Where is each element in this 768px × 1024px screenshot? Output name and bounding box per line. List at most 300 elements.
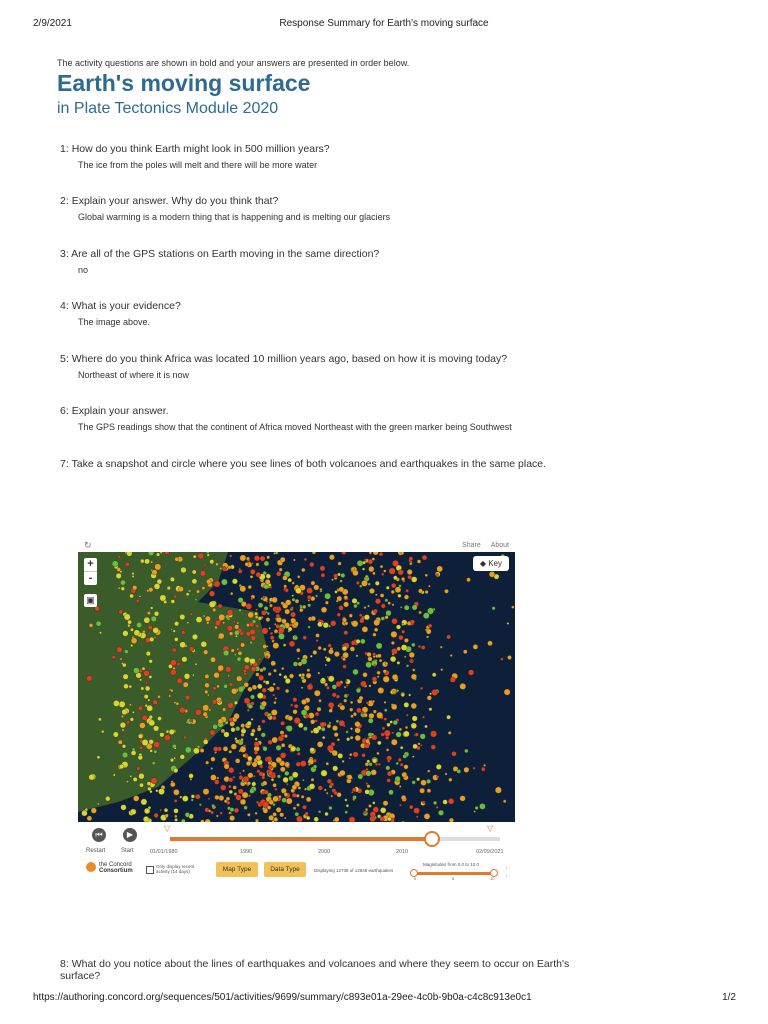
earthquake-dot	[148, 699, 150, 701]
earthquake-dot	[436, 764, 441, 769]
earthquake-dot	[479, 803, 485, 809]
earthquake-dot	[273, 669, 276, 672]
earthquake-dot	[205, 616, 210, 621]
earthquake-dot	[343, 665, 347, 669]
earthquake-dot	[229, 778, 233, 782]
earthquake-dot	[227, 609, 233, 615]
earthquake-dot	[428, 585, 430, 587]
earthquake-dot	[139, 773, 145, 779]
earthquake-dot	[372, 677, 377, 682]
earthquake-dot	[247, 709, 250, 712]
earthquake-dot	[318, 646, 322, 650]
earthquake-dot	[346, 731, 349, 734]
earthquake-dot	[391, 641, 394, 644]
earthquake-dot	[148, 806, 151, 809]
earthquake-dot	[385, 599, 388, 602]
earthquake-dot	[296, 762, 301, 767]
map-controls	[78, 822, 515, 884]
earthquake-dot	[205, 690, 209, 694]
earthquake-dot	[311, 778, 314, 781]
earthquake-dot	[235, 739, 239, 743]
earthquake-dot	[140, 559, 144, 563]
earthquake-dot	[321, 607, 327, 613]
earthquake-dot	[425, 725, 428, 728]
earthquake-dot	[365, 790, 370, 795]
zoom-in-button[interactable]: +	[84, 558, 97, 572]
earthquake-dot	[427, 770, 430, 773]
earthquake-dot	[332, 693, 336, 697]
timeline-start-label: 01/01/1980	[150, 849, 178, 855]
earthquake-dot	[412, 756, 414, 758]
earthquake-dot	[353, 712, 357, 716]
earthquake-dot	[302, 805, 306, 809]
earthquake-dot	[266, 574, 271, 579]
earthquake-dot	[208, 798, 210, 800]
earthquake-dot	[174, 768, 179, 773]
earthquake-dot	[238, 597, 243, 602]
timeline-handle[interactable]	[424, 831, 440, 847]
timeline-slider[interactable]	[170, 837, 500, 841]
earthquake-dot	[364, 606, 366, 608]
earthquake-dot	[372, 735, 377, 740]
earthquake-dot	[170, 577, 175, 582]
earthquake-dot	[252, 762, 257, 767]
earthquake-dot	[132, 575, 134, 577]
earthquake-dot	[395, 776, 401, 782]
start-marker-icon[interactable]: ▽	[164, 824, 171, 833]
earthquake-dot	[157, 716, 161, 720]
play-icon[interactable]: ▶	[123, 828, 137, 842]
earthquake-dot	[349, 708, 353, 712]
earthquake-dot	[319, 699, 322, 702]
earthquake-dot	[352, 621, 358, 627]
earthquake-dot	[308, 604, 311, 607]
earthquake-dot	[184, 736, 187, 739]
earthquake-dot	[138, 755, 143, 760]
earthquake-dot	[386, 749, 389, 752]
earthquake-dot	[187, 622, 189, 624]
earthquake-dot	[132, 711, 134, 713]
earthquake-dot	[386, 586, 389, 589]
earthquake-dot	[149, 715, 153, 719]
earthquake-dot	[256, 572, 261, 577]
earthquake-dot	[293, 698, 297, 702]
earthquake-dot	[399, 785, 401, 787]
earthquake-dot	[331, 742, 335, 746]
reload-icon[interactable]: ↻	[84, 540, 92, 550]
earthquake-dot	[501, 658, 504, 661]
earthquake-dot	[276, 617, 282, 623]
earthquake-dot	[267, 756, 272, 761]
timeline-fill	[170, 837, 431, 841]
recent-activity-checkbox[interactable]	[146, 866, 154, 874]
earthquake-dot	[275, 552, 278, 554]
earthquake-dot	[314, 585, 319, 590]
earthquake-dot	[229, 555, 232, 558]
earthquake-dot	[426, 636, 429, 639]
earthquake-dot	[495, 787, 501, 793]
earthquake-dot	[218, 665, 224, 671]
earthquake-dot	[247, 721, 252, 726]
earthquake-dot	[203, 739, 208, 744]
earthquake-dot	[327, 676, 329, 678]
earthquake-dot	[307, 588, 313, 594]
earthquake-dot	[289, 623, 292, 626]
earthquake-dot	[227, 626, 233, 632]
earthquake-dot	[251, 562, 253, 564]
earthquake-dot	[142, 715, 147, 720]
earthquake-dot	[336, 600, 338, 602]
earthquake-dot	[391, 739, 397, 745]
earthquake-dot	[269, 627, 271, 629]
earthquake-dot	[339, 703, 342, 706]
earthquake-dot	[481, 767, 485, 771]
earthquake-dot	[448, 798, 454, 804]
mag-tick-mid: 5	[452, 876, 455, 881]
earthquake-dot	[383, 676, 389, 682]
earthquake-dot	[152, 570, 157, 575]
earthquake-dot	[362, 561, 365, 564]
earthquake-dot	[363, 811, 366, 814]
earthquake-dot	[285, 678, 290, 683]
earthquake-dot	[261, 733, 266, 738]
earthquake-dot	[416, 778, 419, 781]
earthquake-dot	[288, 716, 293, 721]
earthquake-dot	[153, 700, 158, 705]
earthquake-dot	[250, 695, 254, 699]
earthquake-dot	[174, 815, 177, 818]
earthquake-dot	[277, 775, 280, 778]
earthquake-dot	[239, 568, 241, 570]
earthquake-dot	[141, 799, 147, 805]
earthquake-dot	[89, 623, 93, 627]
earthquake-dot	[226, 667, 232, 673]
earthquake-dot	[231, 744, 237, 750]
earthquake-dot	[304, 558, 307, 561]
earthquake-dot	[180, 642, 186, 648]
earthquake-dot	[120, 658, 122, 660]
earthquake-dot	[234, 713, 240, 719]
earthquake-dot	[96, 621, 101, 626]
earthquake-dot	[289, 641, 295, 647]
earthquake-dot	[133, 777, 137, 781]
earthquake-dot	[447, 715, 451, 719]
earthquake-dot	[328, 649, 333, 654]
earthquake-dot	[288, 627, 292, 631]
question-number: 6:	[60, 405, 69, 417]
earthquake-dot	[251, 729, 255, 733]
earthquake-dot	[411, 643, 415, 647]
earthquake-dot	[401, 577, 405, 581]
earthquake-dot	[147, 705, 153, 711]
earthquake-dot	[234, 792, 237, 795]
earthquake-dot	[411, 620, 415, 624]
question-text: How do you think Earth might look in 500 million years?	[71, 143, 330, 155]
earthquake-dot	[291, 607, 294, 610]
earthquake-dot	[325, 812, 329, 816]
earthquake-dot	[195, 663, 197, 665]
earthquake-dot	[229, 815, 234, 820]
earthquake-dot	[448, 731, 451, 734]
earthquake-dot	[223, 622, 225, 624]
earthquake-dot	[247, 756, 252, 761]
earthquake-dot	[345, 799, 348, 802]
earthquake-dot	[210, 775, 216, 781]
earthquake-dot	[267, 806, 271, 810]
earthquake-dot	[420, 788, 425, 793]
earthquake-dot	[122, 752, 128, 758]
earthquake-dot	[429, 693, 431, 695]
earthquake-dot	[248, 773, 253, 778]
earthquake-dot	[352, 788, 356, 792]
earthquake-dot	[327, 724, 331, 728]
earthquake-dot	[369, 713, 375, 719]
earthquake-dot	[286, 798, 292, 804]
earthquake-dot	[112, 561, 118, 567]
earthquake-dot	[257, 770, 260, 773]
earthquake-dot	[248, 585, 252, 589]
earthquake-dot	[261, 610, 266, 615]
earthquake-dot	[397, 661, 400, 664]
earthquake-dot	[399, 728, 402, 731]
earthquake-dot	[234, 654, 236, 656]
earthquake-dot	[325, 656, 327, 658]
earthquake-dot	[349, 757, 351, 759]
earthquake-dot	[277, 610, 280, 613]
earthquake-dot	[430, 731, 436, 737]
earthquake-dot	[409, 694, 411, 696]
earthquake-dot	[228, 675, 230, 677]
earthquake-dot	[323, 648, 326, 651]
earthquake-dot	[412, 669, 415, 672]
map-toolbar	[78, 540, 515, 552]
earthquake-dot	[489, 571, 495, 577]
earthquake-dot	[344, 596, 348, 600]
earthquake-dot	[153, 726, 159, 732]
earthquake-dot	[199, 804, 201, 806]
earthquake-dot	[438, 810, 443, 815]
earthquake-dot	[483, 764, 485, 766]
earthquake-dot	[205, 683, 210, 688]
earthquake-dot	[412, 716, 417, 721]
earthquake-dot	[336, 695, 340, 699]
earthquake-dot	[226, 797, 230, 801]
page-url: https://authoring.concord.org/sequences/501/activities/9699/summary/c893e01a-29ee-4c0b-9b0a-c4c8c913e0c1	[33, 992, 532, 1003]
earthquake-dot	[192, 674, 194, 676]
earthquake-dot	[118, 740, 122, 744]
earthquake-dot	[197, 745, 200, 748]
earthquake-dot	[329, 722, 331, 724]
earthquake-dot	[313, 650, 317, 654]
earthquake-dot	[273, 643, 279, 649]
earthquake-dot	[214, 780, 219, 785]
earthquake-dot	[325, 593, 331, 599]
earthquake-dot	[409, 562, 412, 565]
earthquake-dot	[460, 683, 466, 689]
earthquake-dot	[339, 720, 345, 726]
earthquake-dot	[385, 616, 389, 620]
earthquake-dot	[138, 734, 143, 739]
data-type-button[interactable]: Data Type	[264, 862, 306, 877]
map-type-button[interactable]: Map Type	[216, 862, 258, 877]
earthquake-dot	[391, 704, 397, 710]
earthquake-dot	[398, 570, 404, 576]
earthquake-dot	[507, 655, 511, 659]
earthquake-dot	[364, 713, 368, 717]
earthquake-dot	[383, 570, 386, 573]
page-number: 1/2	[722, 992, 736, 1003]
earthquake-dot	[333, 766, 338, 771]
earthquake-dot	[279, 568, 282, 571]
earthquake-dot	[399, 804, 401, 806]
earthquake-dot	[274, 629, 278, 633]
earthquake-dot	[421, 780, 427, 786]
earthquake-dot	[149, 637, 154, 642]
earthquake-dot	[278, 627, 284, 633]
earthquake-dot	[190, 778, 192, 780]
earthquake-dot	[306, 797, 311, 802]
earthquake-dot	[271, 709, 277, 715]
earthquake-dot	[355, 721, 361, 727]
earthquake-dot	[87, 816, 92, 821]
earthquake-dot	[251, 718, 253, 720]
earthquake-dot	[301, 795, 304, 798]
earthquake-dot	[189, 647, 194, 652]
earthquake-dot	[152, 762, 155, 765]
restart-icon[interactable]: ⏮	[92, 828, 106, 842]
earthquake-dot	[113, 774, 115, 776]
earthquake-dot	[203, 789, 209, 795]
end-marker-icon[interactable]: ▽	[487, 824, 494, 833]
earthquake-dot	[220, 812, 223, 815]
earthquake-dot	[427, 789, 431, 793]
earthquake-dot	[251, 636, 256, 641]
earthquake-dot	[154, 742, 160, 748]
earthquake-dot	[372, 802, 375, 805]
earthquake-dot	[364, 615, 369, 620]
earthquake-dot	[225, 721, 228, 724]
earthquake-dot	[410, 660, 412, 662]
magnitude-legend: • •	[506, 865, 508, 878]
earthquake-dot	[381, 604, 385, 608]
earthquake-dot	[384, 701, 386, 703]
earthquake-dot	[139, 783, 143, 787]
earthquake-dot	[252, 782, 256, 786]
earthquake-dot	[224, 764, 229, 769]
earthquake-dot	[351, 567, 355, 571]
earthquake-dot	[368, 718, 373, 723]
earthquake-dot	[273, 812, 277, 816]
earthquake-dot	[144, 559, 149, 564]
earthquake-dot	[154, 750, 157, 753]
earthquake-dot	[128, 620, 132, 624]
earthquake-dot	[387, 723, 391, 727]
earthquake-dot	[216, 563, 219, 566]
earthquake-dot	[228, 767, 234, 773]
earthquake-dot	[422, 716, 424, 718]
earthquake-dot	[292, 785, 297, 790]
question-4	[60, 300, 620, 327]
earthquake-dot	[177, 663, 180, 666]
earthquake-dot	[246, 603, 252, 609]
earthquake-dot	[120, 580, 125, 585]
earthquake-dot	[429, 708, 432, 711]
earthquake-dot	[468, 670, 474, 676]
earthquake-dot	[302, 779, 304, 781]
earthquake-dot	[266, 656, 268, 658]
key-button[interactable]	[473, 556, 509, 571]
earthquake-dot	[262, 628, 268, 634]
earthquake-dot	[342, 644, 345, 647]
earthquake-dot	[402, 623, 405, 626]
earthquake-dot	[250, 569, 255, 574]
earthquake-dot	[230, 721, 235, 726]
earthquake-dot	[356, 688, 361, 693]
earthquake-dot	[289, 776, 294, 781]
earthquake-dot	[148, 625, 153, 630]
earthquake-dot	[345, 680, 347, 682]
earthquake-map[interactable]	[78, 552, 515, 822]
earthquake-dot	[251, 702, 255, 706]
zoom-out-button[interactable]: -	[88, 572, 93, 584]
earthquake-dot	[267, 556, 270, 559]
earthquake-dot	[167, 586, 171, 590]
earthquake-dot	[244, 657, 250, 663]
earthquake-dot	[328, 702, 334, 708]
earthquake-dot	[220, 785, 226, 791]
earthquake-dot	[184, 673, 190, 679]
earthquake-dot	[236, 795, 242, 801]
earthquake-dot	[375, 763, 378, 766]
earthquake-dot	[356, 581, 359, 584]
earthquake-dot	[278, 633, 284, 639]
earthquake-dot	[281, 721, 285, 725]
earthquake-dot	[369, 566, 375, 572]
earthquake-dot	[274, 623, 276, 625]
share-link[interactable]: Share	[462, 542, 481, 549]
earthquake-dot	[473, 644, 478, 649]
earthquake-dot	[218, 700, 221, 703]
question-2	[60, 195, 620, 222]
earthquake-dot	[377, 712, 383, 718]
magnitude-slider[interactable]	[414, 872, 494, 875]
earthquake-dot	[441, 669, 443, 671]
earthquake-dot	[293, 710, 298, 715]
earthquake-dot	[301, 699, 306, 704]
earthquake-dot	[404, 595, 409, 600]
earthquake-dot	[334, 574, 338, 578]
earthquake-dot	[265, 681, 269, 685]
earthquake-dot	[133, 668, 139, 674]
earthquake-dot	[142, 667, 145, 670]
fit-bounds-icon[interactable]: ▣	[84, 594, 97, 607]
earthquake-dot	[87, 676, 93, 682]
earthquake-dot	[228, 703, 234, 709]
about-link[interactable]: About	[490, 542, 509, 549]
earthquake-dot	[196, 617, 202, 623]
earthquake-dot	[219, 614, 225, 620]
earthquake-dot	[130, 628, 133, 631]
earthquake-dot	[427, 608, 433, 614]
earthquake-dot	[154, 611, 159, 616]
earthquake-dot	[292, 582, 295, 585]
earthquake-dot	[377, 671, 381, 675]
earthquake-dot	[393, 576, 397, 580]
answer-text: The image above.	[78, 317, 151, 327]
earthquake-dot	[365, 743, 370, 748]
earthquake-dot	[203, 705, 209, 711]
earthquake-dot	[407, 569, 412, 574]
